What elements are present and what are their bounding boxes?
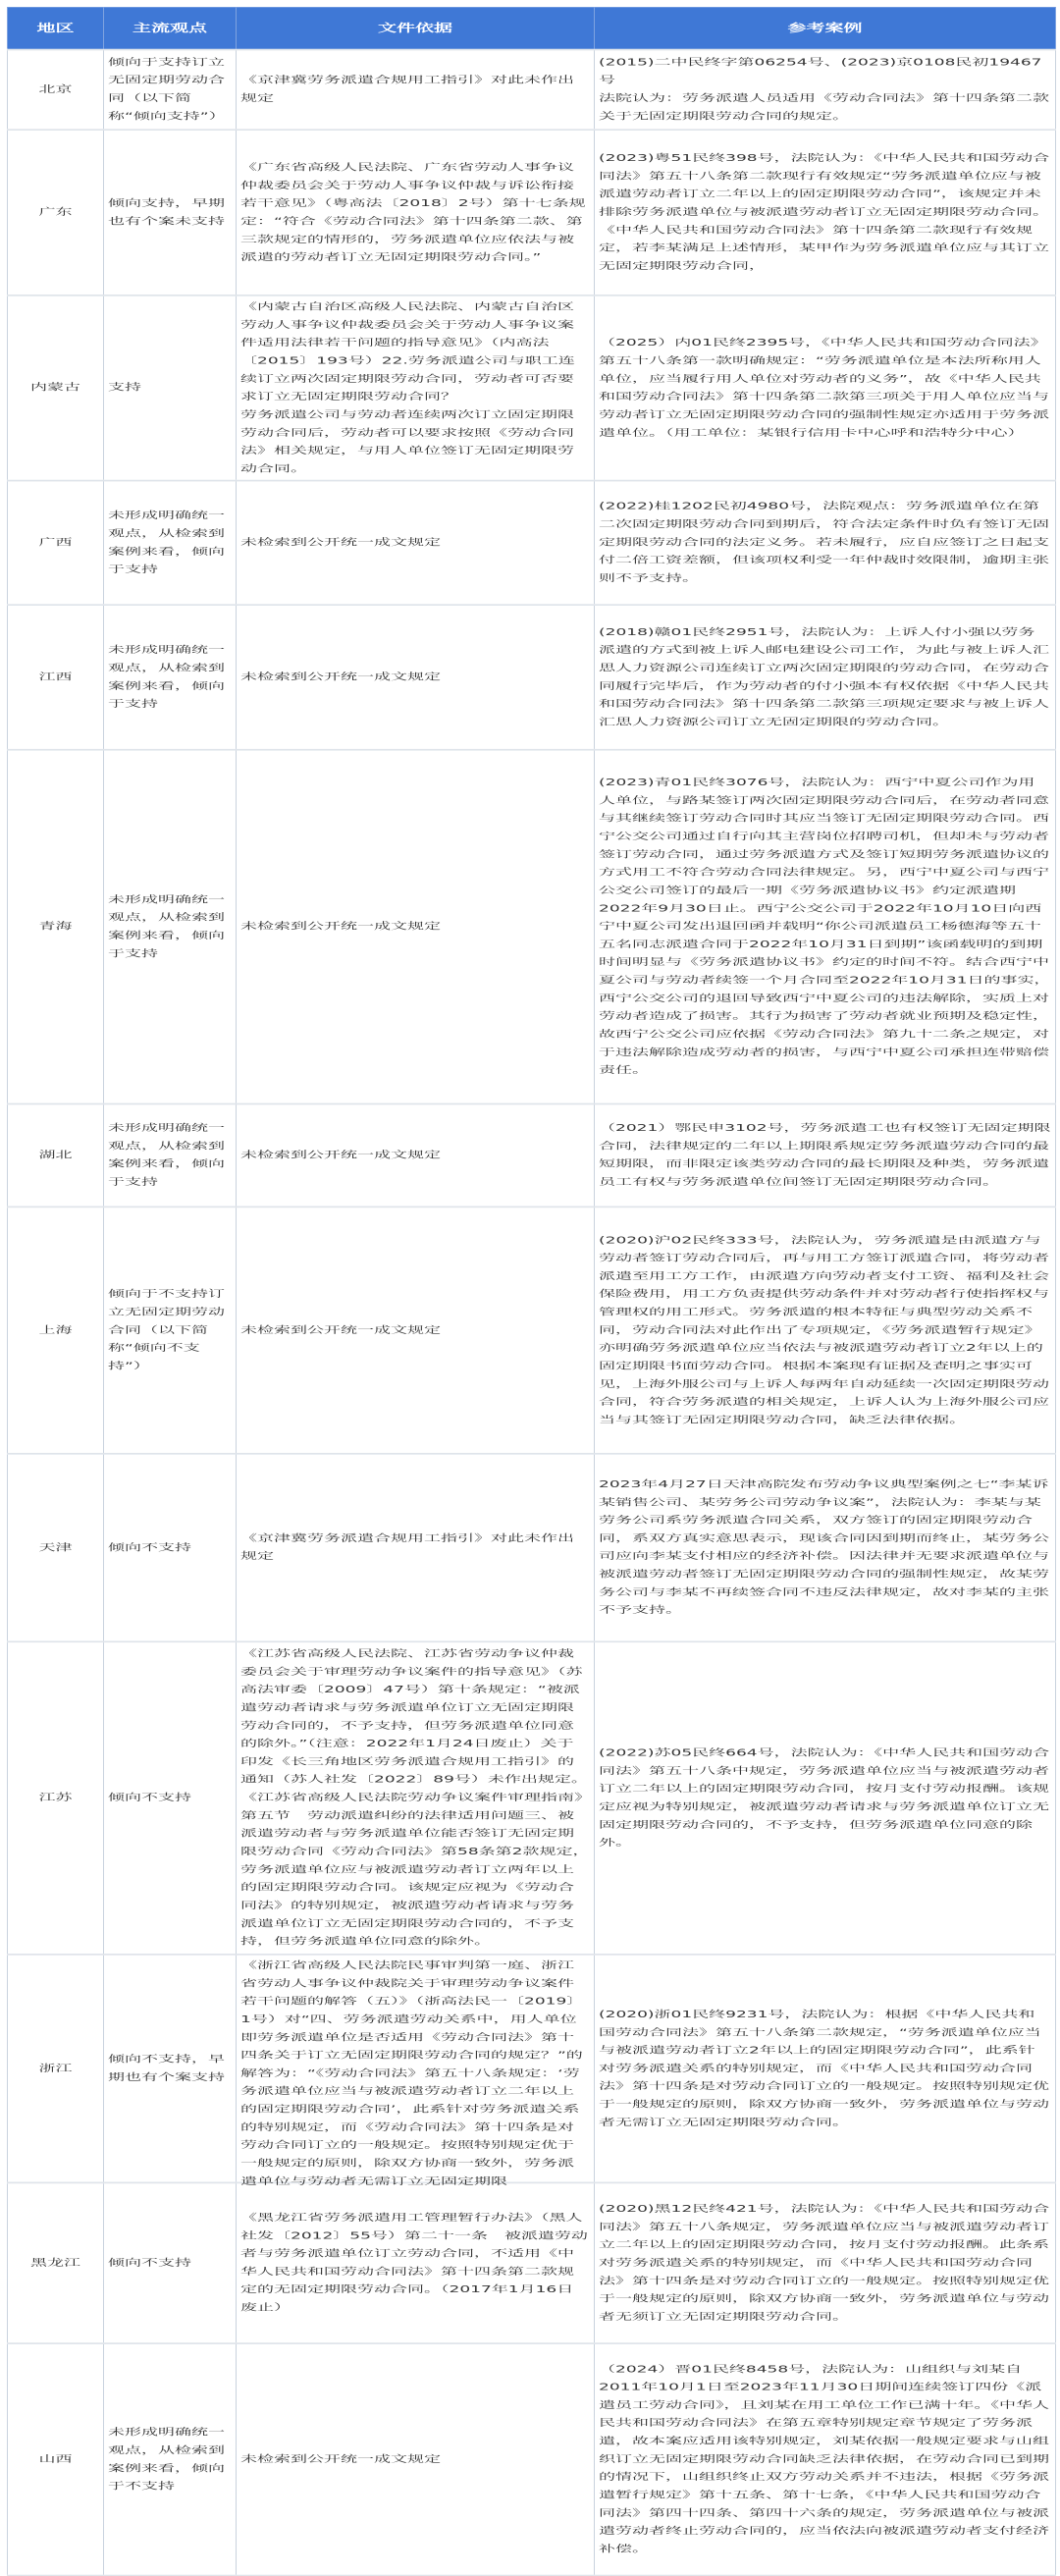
- table-row: [8, 2182, 1056, 2343]
- cell-view: [104, 1641, 237, 1955]
- table-row: [8, 1207, 1056, 1453]
- cell-view: [104, 2343, 237, 2575]
- region-text: 湖北: [38, 1150, 73, 1161]
- table-body: [8, 50, 1056, 2576]
- region-text: 青海: [38, 921, 73, 933]
- basis-text: 未检索到公开统一成文规定: [240, 1324, 441, 1336]
- cell-cases: [595, 750, 1056, 1104]
- cell-view: [104, 1955, 237, 2183]
- cell-basis: [237, 1207, 595, 1453]
- basis-text: 《浙江省高级人民法院民事审判第一庭、浙江省劳动人事争议仲裁院关于审理劳动争议案件若干问题的解答（五）》（浙高法民一〔2019〕1号）对“四、劳务派遣劳动关系中，用人单位即劳务派遣单位是否适用《劳动合同法》第十四条关于订立无固定期限劳动合同的规定？”的解答为：“《劳动合同法》第五十八条规定：‘劳务派遣单位应当与被派遣劳动者订立二年以上的固定期限劳动合同’，此系针对劳务派遣关系的特别规定，而《劳动合同法》第十四条是对劳动合同订立的一般规定。按照特别规定优于一般规定的原则，除双方协商一致外，劳务派遣单位与劳动者无需订立无固定期限: [240, 1959, 584, 2187]
- cell-cases: [595, 1955, 1056, 2183]
- cell-basis: [237, 481, 595, 606]
- table-row: [8, 130, 1056, 295]
- view-text: 支持: [108, 382, 141, 394]
- cell-view: [104, 750, 237, 1104]
- table-container: [7, 7, 1055, 2576]
- cases-text: (2023)青01民终3076号，法院认为：西宁中夏公司作为用人单位，与路某签订两次固定期限劳动合同后，在劳动者同意与其继续签订劳动合同时其应当签订无固定期限劳动合同。西宁公交公司通过自行向其主营岗位招聘司机，但却未与劳动者签订劳动合同，通过劳务派遣方式及签订短期劳务派遣协议的方式用工不符合劳动合同法律规定。另，西宁中夏公司与西宁公交公司签订的最后一期《劳务派遣协议书》约定派遣期2022年9月30日止。西宁公交公司于2022年10月10日向西宁中夏公司发出退回函并载明“你公司派遣员工杨德海等五十五名同志派遣合同于2022年10月31日到期”该函载明的到期时间明显与《劳务派遣协议书》约定的时间不符。结合西宁中夏公司与劳动者续签一个月合同至2022年10月31日的事实，西宁公交公司的退回导致西宁中夏公司的违法解除，实质上对劳动者造成了损害。其行为损害了劳动者就业预期及稳定性，故西宁公交公司应依据《劳动合同法》第九十二条之规定，对于违法解除造成劳动者的损害，与西宁中夏公司承担连带赔偿责任。: [599, 777, 1051, 1076]
- cell-view: [104, 1454, 237, 1641]
- table-row: [8, 605, 1056, 750]
- view-text: 倾向不支持: [108, 1792, 191, 1803]
- basis-text: 《黑龙江省劳务派遣用工管理暂行办法》（黑人社发〔2012〕55号）第二十一条 被派遣劳动者与劳务派遣单位订立劳动合同，不适用《中华人民共和国劳动合同法》第十四条第二款规定的无固定期限劳动合同。（2017年1月16日废止）: [240, 2212, 588, 2314]
- cell-view: [104, 1103, 237, 1207]
- cell-cases: [595, 130, 1056, 295]
- cell-region: [8, 1207, 104, 1453]
- basis-text: 未检索到公开统一成文规定: [240, 2453, 441, 2465]
- region-text: 江西: [38, 671, 73, 683]
- cell-region: [8, 295, 104, 481]
- cell-cases: [595, 295, 1056, 481]
- view-text: 未形成明确统一观点，从检索到案例来看，倾向于支持: [108, 644, 225, 710]
- cell-region: [8, 750, 104, 1104]
- cell-basis: [237, 750, 595, 1104]
- cell-region: [8, 605, 104, 750]
- view-text: 倾向于支持订立无固定期劳动合同（以下简称“倾向支持”）: [108, 57, 226, 123]
- cases-text: 2023年4月27日天津高院发布劳动争议典型案例之七“李某诉某销售公司、某劳务公司劳动争议案”，法院认为：李某与某劳务公司系劳务派遣合同关系，双方签订的固定期限劳动合同，系双方真实意思表示，现该合同因到期而终止，某劳务公司应向李某支付相应的经济补偿。因法律并无要求派遣单位与被派遣劳动者签订无固定期限劳动合同的强制性规定，故某劳务公司与李某不再续签合同不违反法律规定，故对李某的主张不予支持。: [599, 1478, 1049, 1616]
- cell-view: [104, 605, 237, 750]
- cell-region: [8, 1454, 104, 1641]
- cases-text: (2022)苏05民终664号，法院认为：《中华人民共和国劳动合同法》第五十八条中规定，劳务派遣单位应当与被派遣劳动者订立二年以上的固定期限劳动合同，按月支付劳动报酬。该规定应视为特别规定，被派遣劳动者请求与劳务派遣单位订立无固定期限劳动合同的，不予支持，但劳务派遣单位同意的除外。: [599, 1746, 1050, 1849]
- table-row: [8, 50, 1056, 131]
- table-header-row: [8, 7, 1056, 49]
- cell-basis: [237, 1955, 595, 2187]
- cell-region: [8, 1955, 104, 2183]
- cell-view: [104, 1207, 237, 1453]
- cell-cases: [595, 1103, 1056, 1207]
- cell-cases: [595, 2182, 1056, 2343]
- region-text: 广西: [38, 537, 73, 549]
- cell-basis: [237, 2182, 595, 2343]
- cases-text: (2023)粤51民终398号，法院认为：《中华人民共和国劳动合同法》第五十八条第二款现行有效规定“劳务派遣单位应与被派遣劳动者订立二年以上的固定期限劳动合同”，该规定并未排除劳务派遣单位与被派遣劳动者订立无固定期限劳动合同。《中华人民共和国劳动合同法》第十四条第二款现行有效规定，若李某满足上述情形，某甲作为劳务派遣单位应与其订立无固定期限劳动合同，: [599, 152, 1050, 272]
- view-text: 未形成明确统一观点，从检索到案例来看，倾向于支持: [108, 1122, 225, 1188]
- cases-text: (2022)桂1202民初4980号，法院观点：劳务派遣单位在第二次固定期限劳动合同到期后，符合法定条件时负有签订无固定期限劳动合同的法定义务。若未履行，应自应签订之日起支付二倍工资差额，但该项权利受一年仲裁时效限制，逾期主张则不予支持。: [599, 501, 1049, 584]
- cell-cases: [595, 50, 1056, 131]
- cases-text: （2021）鄂民申3102号，劳务派遣工也有权签订无固定期限合同，法律规定的二年以上期限系规定劳务派遣劳动合同的最短期限，而非限定该类劳动合同的最长期限及种类，劳务派遣员工有权与劳务派遣单位间签订无固定期限劳动合同。: [599, 1122, 1051, 1188]
- cell-cases: [595, 481, 1056, 606]
- column-header-basis: 文件依据: [237, 7, 595, 49]
- cell-basis: [237, 295, 595, 481]
- basis-text: 未检索到公开统一成文规定: [240, 537, 441, 549]
- region-text: 黑龙江: [30, 2257, 80, 2269]
- view-text: 倾向支持，早期也有个案未支持: [108, 197, 225, 227]
- table-row: [8, 1454, 1056, 1641]
- basis-text: 未检索到公开统一成文规定: [240, 1150, 441, 1161]
- cell-basis: [237, 130, 595, 295]
- column-header-region: 地区: [8, 7, 104, 49]
- cases-text: （2025）内01民终2395号，《中华人民共和国劳动合同法》第五十八条第一款明确规定：“劳务派遣单位是本法所称用人单位，应当履行用人单位对劳动者的义务”，故《中华人民共和国劳动合同法》第十四条第二款第三项关于用人单位应当与劳动者订立无固定期限劳动合同的强制性规定亦适用于劳务派遣单位。（用工单位：某银行信用卡中心呼和浩特分中心）: [599, 337, 1049, 439]
- cell-view: [104, 295, 237, 481]
- region-text: 北京: [38, 83, 73, 95]
- cell-cases: [595, 1641, 1056, 1955]
- basis-text: 《内蒙古自治区高级人民法院、内蒙古自治区劳动人事争议仲裁委员会关于劳动人事争议案件适用法律若干问题的指导意见》（内高法〔2015〕193号）22.劳务派遣公司与职工连续订立两次固定期限劳动合同，劳动者可否要求订立无固定期限劳动合同？ 劳务派遣公司与劳动者连续两次订立固定期限劳动合同后，劳动者可以要求按照《劳动合同法》相关规定，与用人单位签订无固定期限劳动合同。: [240, 300, 575, 474]
- table-row: [8, 750, 1056, 1104]
- column-header-view: 主流观点: [104, 7, 237, 49]
- region-text: 上海: [38, 1324, 73, 1336]
- cell-region: [8, 2343, 104, 2575]
- cell-region: [8, 130, 104, 295]
- view-text: 未形成明确统一观点，从检索到案例来看，倾向于支持: [108, 893, 225, 959]
- cases-text: （2024）晋01民终8458号，法院认为：山组织与刘某自2011年10月1日至2023年11月30日期间连续签订四份《派遣员工劳动合同》，且刘某在用工单位工作已满十年。《中华人民共和国劳动合同法》在第五章特别规定章节规定了劳务派遣，故本案应适用该特别规定，刘某依据一般规定要求与山组织订立无固定期限劳动合同缺乏法律依据，在劳动合同已到期的情况下，山组织终止双方劳动关系并不违法，根据《劳务派遣暂行规定》第十五条、第十七条，《中华人民共和国劳动合同法》第四十四条、第四十六条的规定，劳务派遣单位与被派遣劳动者终止劳动合同的，应当依法向被派遣劳动者支付经济补偿。: [599, 2363, 1049, 2555]
- table-row: [8, 1103, 1056, 1207]
- cell-region: [8, 1103, 104, 1207]
- cases-text: (2020)沪02民终333号，法院认为，劳务派遣是由派遣方与劳动者签订劳动合同后，再与用工方签订派遣合同，将劳动者派遣至用工方工作，由派遣方向劳动者支付工资、福利及社会保险费用，用工方负责提供劳动条件并对劳动者行使指挥权与管理权的用工形式。劳务派遣的根本特征与典型劳动关系不同，劳动合同法对此作出了专项规定，《劳务派遣暂行规定》亦明确劳务派遣单位应当依法与被派遣劳动者订立2年以上的固定期限书面劳动合同。根据本案现有证据及查明之事实可见，上海外服公司与上诉人每两年自动延续一次固定期限劳动合同，符合劳务派遣的相关规定，上诉人认为上海外服公司应当与其签订无固定期限劳动合同，缺乏法律依据。: [599, 1234, 1049, 1425]
- cell-basis: [237, 605, 595, 750]
- cell-basis: [237, 50, 595, 131]
- table-row: [8, 1955, 1056, 2183]
- cell-basis: [237, 1103, 595, 1207]
- cell-view: [104, 130, 237, 295]
- cell-region: [8, 2182, 104, 2343]
- cell-region: [8, 50, 104, 131]
- column-header-cases: 参考案例: [595, 7, 1056, 49]
- region-text: 天津: [38, 1541, 73, 1553]
- cell-view: [104, 50, 237, 131]
- cell-region: [8, 1641, 104, 1955]
- cell-cases: [595, 2343, 1056, 2575]
- region-text: 广东: [38, 206, 73, 218]
- cell-view: [104, 481, 237, 606]
- view-text: 未形成明确统一观点，从检索到案例来看，倾向于支持: [108, 510, 225, 575]
- basis-text: 《京津冀劳务派遣合规用工指引》对此未作出规定: [240, 1532, 574, 1562]
- cell-basis: [237, 1641, 595, 1955]
- cases-text: (2020)浙01民终9231号，法院认为：根据《中华人民共和国劳动合同法》第五十八条第二款规定，“劳务派遣单位应当与被派遣劳动者订立2年以上的固定期限劳动合同”，此系针对劳务派遣关系的特别规定，而《中华人民共和国劳动合同法》第十四条是对劳动合同订立的一般规定。按照特别规定优于一般规定的原则，除双方协商一致外，劳务派遣单位与劳动者无需订立无固定期限劳动合同。: [599, 2009, 1049, 2128]
- cell-cases: [595, 1454, 1056, 1641]
- cell-region: [8, 481, 104, 606]
- region-text: 江苏: [38, 1792, 73, 1803]
- cell-cases: [595, 605, 1056, 750]
- basis-text: 《江苏省高级人民法院、江苏省劳动争议仲裁委员会关于审理劳动争议案件的指导意见》（苏高法审委〔2009〕47号）第十条规定：“被派遣劳动者请求与劳务派遣单位订立无固定期限劳动合同的，不予支持，但劳务派遣单位同意的除外。”（注意：2022年1月24日废止）关于印发《长三角地区劳务派遣合规用工指引》的通知（苏人社发〔2022〕89号）未作出规定。《江苏省高级人民法院劳动争议案件审理指南》第五节 劳动派遣纠纷的法律适用问题三、被派遣劳动者与劳务派遣单位能否签订无固定期限劳动合同《劳动合同法》第58条第2款规定，劳务派遣单位应与被派遣劳动者订立两年以上的固定期限劳动合同。该规定应视为《劳动合同法》的特别规定，被派遣劳动者请求与劳务派遣单位订立无固定期限劳动合同的，不予支持，但劳务派遣单位同意的除外。: [240, 1648, 590, 1948]
- cell-view: [104, 2182, 237, 2343]
- basis-text: 《京津冀劳务派遣合规用工指引》对此未作出规定: [240, 75, 574, 104]
- view-text: 未形成明确统一观点，从检索到案例来看，倾向于不支持: [108, 2427, 225, 2493]
- table-row: [8, 295, 1056, 481]
- cases-text: (2018)赣01民终2951号，法院认为：上诉人付小强以劳务派遣的方式到被上诉人邮电建设公司工作，为此与被上诉人汇思人力资源公司连续订立两次固定期限的劳动合同，在劳动合同履行完毕后，作为劳动者的付小强本有权依据《中华人民共和国劳动合同法》第十四条第二款第三项规定要求与被上诉人汇思人力资源公司订立无固定期限的劳动合同。: [599, 626, 1049, 727]
- basis-text: 未检索到公开统一成文规定: [240, 921, 441, 933]
- region-text: 内蒙古: [30, 382, 80, 394]
- region-text: 山西: [38, 2453, 73, 2465]
- view-text: 倾向不支持: [108, 1541, 191, 1553]
- region-text: 浙江: [38, 2063, 73, 2074]
- view-text: 倾向不支持: [108, 2257, 191, 2269]
- cell-cases: [595, 1207, 1056, 1453]
- policy-comparison-table: [7, 7, 1056, 2576]
- table-row: [8, 2343, 1056, 2575]
- cases-text: (2020)黑12民终421号，法院认为：《中华人民共和国劳动合同法》第五十八条规定，劳务派遣单位应当与被派遣劳动者订立二年以上的固定期限劳动合同，按月支付劳动报酬。此条系对劳务派遣关系的特别规定，而《中华人民共和国劳动合同法》第十四条是对劳动合同订立的一般规定。按照特别规定优于一般规定的原则，除双方协商一致外，劳务派遣单位与劳动者无须订立无固定期限劳动合同。: [599, 2203, 1050, 2323]
- cell-basis: [237, 2343, 595, 2575]
- cell-basis: [237, 1454, 595, 1641]
- table-row: [8, 481, 1056, 606]
- cases-text: (2015)二中民终字第06254号、(2023)京0108民初19467号 法院认为：劳务派遣人员适用《劳动合同法》第十四条第二款关于无固定期限劳动合同的规定。: [599, 57, 1049, 123]
- basis-text: 《广东省高级人民法院、广东省劳动人事争议仲裁委员会关于劳动人事争议仲裁与诉讼衔接若干意见》（粤高法〔2018〕2号）第十七条规定：“符合《劳动合同法》第十四条第二款、第三款规定的情形的，劳务派遣单位应依法与被派遣的劳动者订立无固定期限劳动合同。”: [240, 161, 586, 263]
- table-row: [8, 1641, 1056, 1955]
- view-text: 倾向于不支持订立无固定期劳动合同（以下简称“倾向不支持”）: [108, 1288, 225, 1371]
- view-text: 倾向不支持，早期也有个案支持: [108, 2054, 225, 2083]
- basis-text: 未检索到公开统一成文规定: [240, 671, 441, 683]
